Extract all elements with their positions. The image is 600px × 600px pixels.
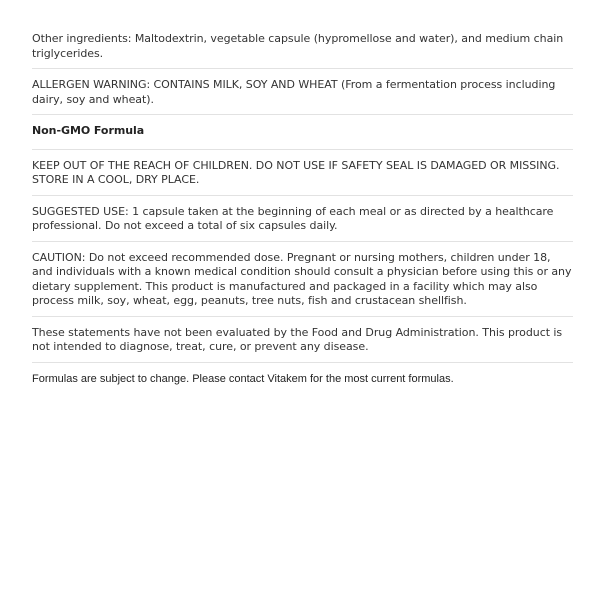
other-ingredients-text: Other ingredients: Maltodextrin, vegetable capsule (hypromellose and water), and medium chain triglycerides. (32, 32, 573, 69)
storage-warning-text: KEEP OUT OF THE REACH OF CHILDREN. DO NOT USE IF SAFETY SEAL IS DAMAGED OR MISSING. STORE IN A COOL, DRY PLACE. (32, 159, 573, 196)
product-details (32, 32, 573, 386)
formula-change-note: Formulas are subject to change. Please contact Vitakem for the most current formulas. (32, 372, 454, 385)
caution-text: CAUTION: Do not exceed recommended dose. Pregnant or nursing mothers, children under 18, and individuals with a known medical condition should consult a physician before using this or any dietary supplement. This product is manufactured and packaged in a facility which may also process milk, soy, wheat, egg, peanuts, tree nuts, fish and crustacean shellfish. (32, 251, 573, 317)
suggested-use-text: SUGGESTED USE: 1 capsule taken at the beginning of each meal or as directed by a healthcare professional. Do not exceed a total of six capsules daily. (32, 205, 573, 242)
non-gmo-heading: Non-GMO Formula (32, 124, 573, 150)
allergen-warning-text: ALLERGEN WARNING: CONTAINS MILK, SOY AND WHEAT (From a fermentation process including dairy, soy and wheat). (32, 78, 573, 115)
fda-disclaimer-text: These statements have not been evaluated by the Food and Drug Administration. This product is not intended to diagnose, treat, cure, or prevent any disease. (32, 326, 573, 363)
